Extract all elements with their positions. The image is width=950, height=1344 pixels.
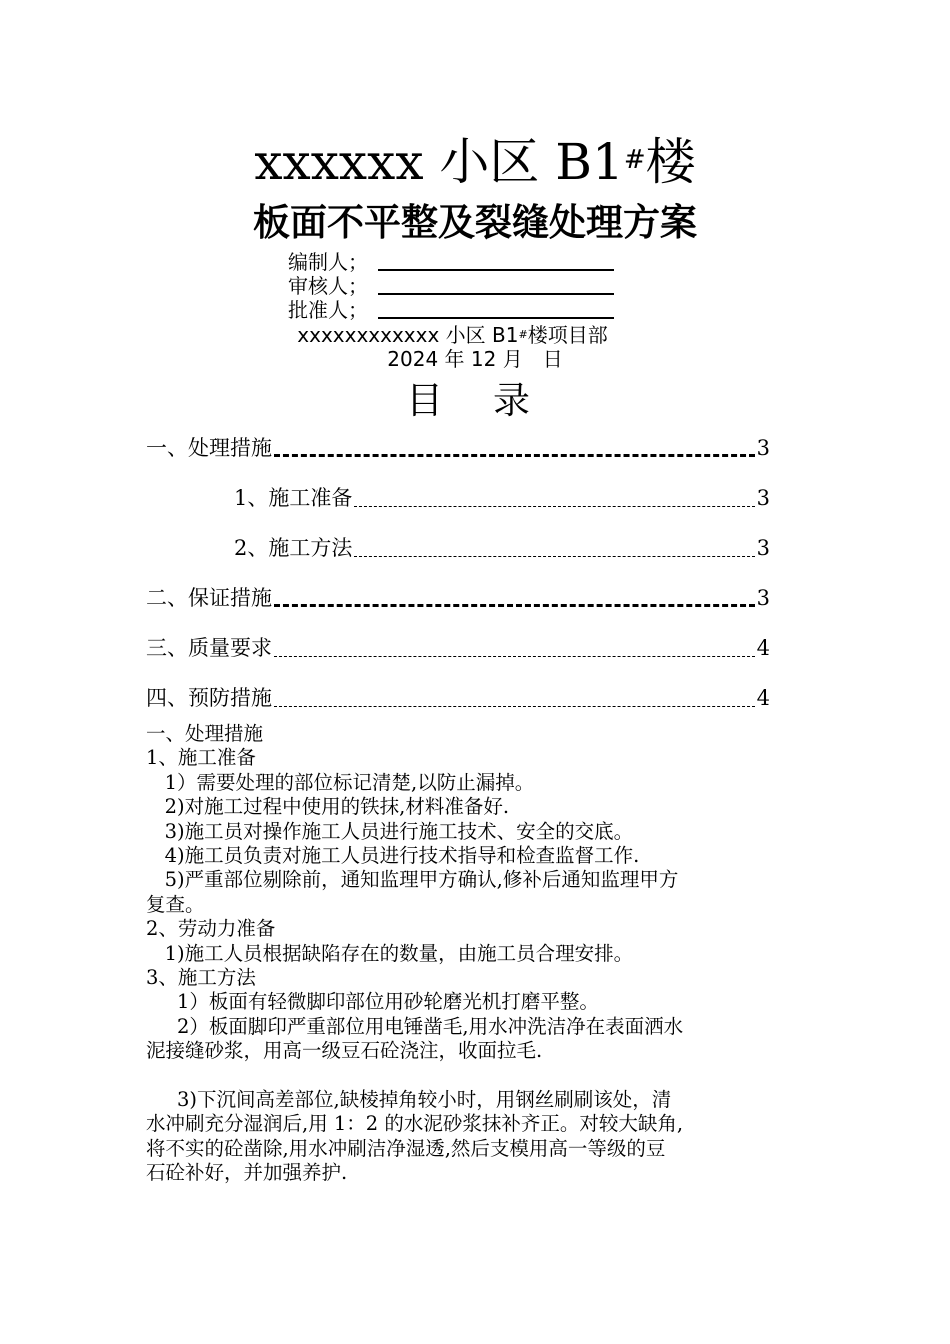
sign-line-editor [288,250,614,274]
sign-label: 批准人； [288,298,368,322]
body-line: 水冲刷充分湿润后,用 1：2 的水泥砂浆抹补齐正。对较大缺角, [146,1112,684,1136]
subsection-heading: 1、施工准备 [146,746,256,770]
body-line: 1）板面有轻微脚印部位用砂轮磨光机打磨平整。 [146,990,599,1014]
subsection-heading: 2、劳动力准备 [146,917,276,941]
body-line: 5)严重部位剔除前，通知监理甲方确认,修补后通知监理甲方 [146,868,679,892]
body-line: 将不实的砼凿除,用水冲刷洁净湿透,然后支模用高一等级的豆 [146,1136,666,1160]
toc-page-number: 3 [756,536,770,560]
toc-leader [274,656,755,657]
body-line: 1)施工人员根据缺陷存在的数量，由施工员合理安排。 [146,941,634,965]
toc-page-number: 3 [756,486,770,510]
department-suffix-text: 楼项目部 [527,323,608,347]
toc-entry-label: 三、质量要求 [146,636,272,660]
sign-label: 审核人； [288,274,368,298]
toc-page-number: 4 [756,686,770,710]
signature-blank [378,275,614,295]
toc-page-number: 4 [756,636,770,660]
title-superscript: # [623,145,646,175]
toc-leader [354,506,754,507]
document-title [0,130,950,194]
department-superscript: # [518,328,528,341]
section-heading: 一、处理措施 [146,722,264,745]
toc-entry[interactable] [146,633,770,663]
toc-page-number: 3 [756,436,770,460]
body-line: 4)施工员负责对施工人员进行技术指导和检查监督工作. [146,844,640,868]
document-body [146,722,810,1185]
toc-leader [274,706,755,707]
toc-entry-label: 1、施工准备 [234,486,353,510]
sign-label: 编制人； [288,250,368,274]
body-line: 2)对施工过程中使用的铁抹,材料准备好. [146,795,510,819]
department-name [0,323,905,347]
body-line: 复查。 [146,892,205,916]
toc-entry-label: 一、处理措施 [146,436,272,460]
toc-entry-label: 四、预防措施 [146,686,272,710]
toc-title: 目录 [406,379,580,422]
toc-entry-label: 2、施工方法 [234,536,353,560]
toc-entry[interactable] [146,533,770,563]
document-date: 2024 年 12 月 日 [387,347,563,371]
title-main-text: xxxxxx 小区 B1 [254,133,624,191]
toc-entry[interactable] [146,483,770,513]
signature-blank [378,299,614,319]
toc-leader [274,604,755,607]
body-line: 3)下沉间高差部位,缺棱掉角较小时，用钢丝刷刷该处，清 [146,1087,672,1111]
toc-entry[interactable] [146,683,770,713]
toc-leader [354,556,754,557]
signature-blank [378,251,614,271]
subsection-heading: 3、施工方法 [146,966,256,990]
body-line: 泥接缝砂浆，用高一级豆石砼浇注，收面拉毛. [146,1039,543,1063]
toc-entry[interactable] [146,433,770,463]
toc-page-number: 3 [756,586,770,610]
body-line: 石砼补好，并加强养护. [146,1160,348,1184]
toc-entry-label: 二、保证措施 [146,586,272,610]
sign-line-approver [288,298,614,322]
sign-line-reviewer [288,274,614,298]
body-line: 1）需要处理的部位标记清楚,以防止漏掉。 [146,770,535,794]
blank-line [146,1064,810,1088]
toc-entry[interactable] [146,583,770,613]
toc-leader [274,454,755,457]
body-line: 3)施工员对操作施工人员进行施工技术、安全的交底。 [146,819,634,843]
title-suffix-text: 楼 [645,133,696,191]
body-line: 2）板面脚印严重部位用电锤凿毛,用水冲洗洁净在表面洒水 [146,1014,684,1038]
document-subtitle: 板面不平整及裂缝处理方案 [253,201,697,244]
department-main-text: xxxxxxxxxxxx 小区 B1 [297,323,519,347]
